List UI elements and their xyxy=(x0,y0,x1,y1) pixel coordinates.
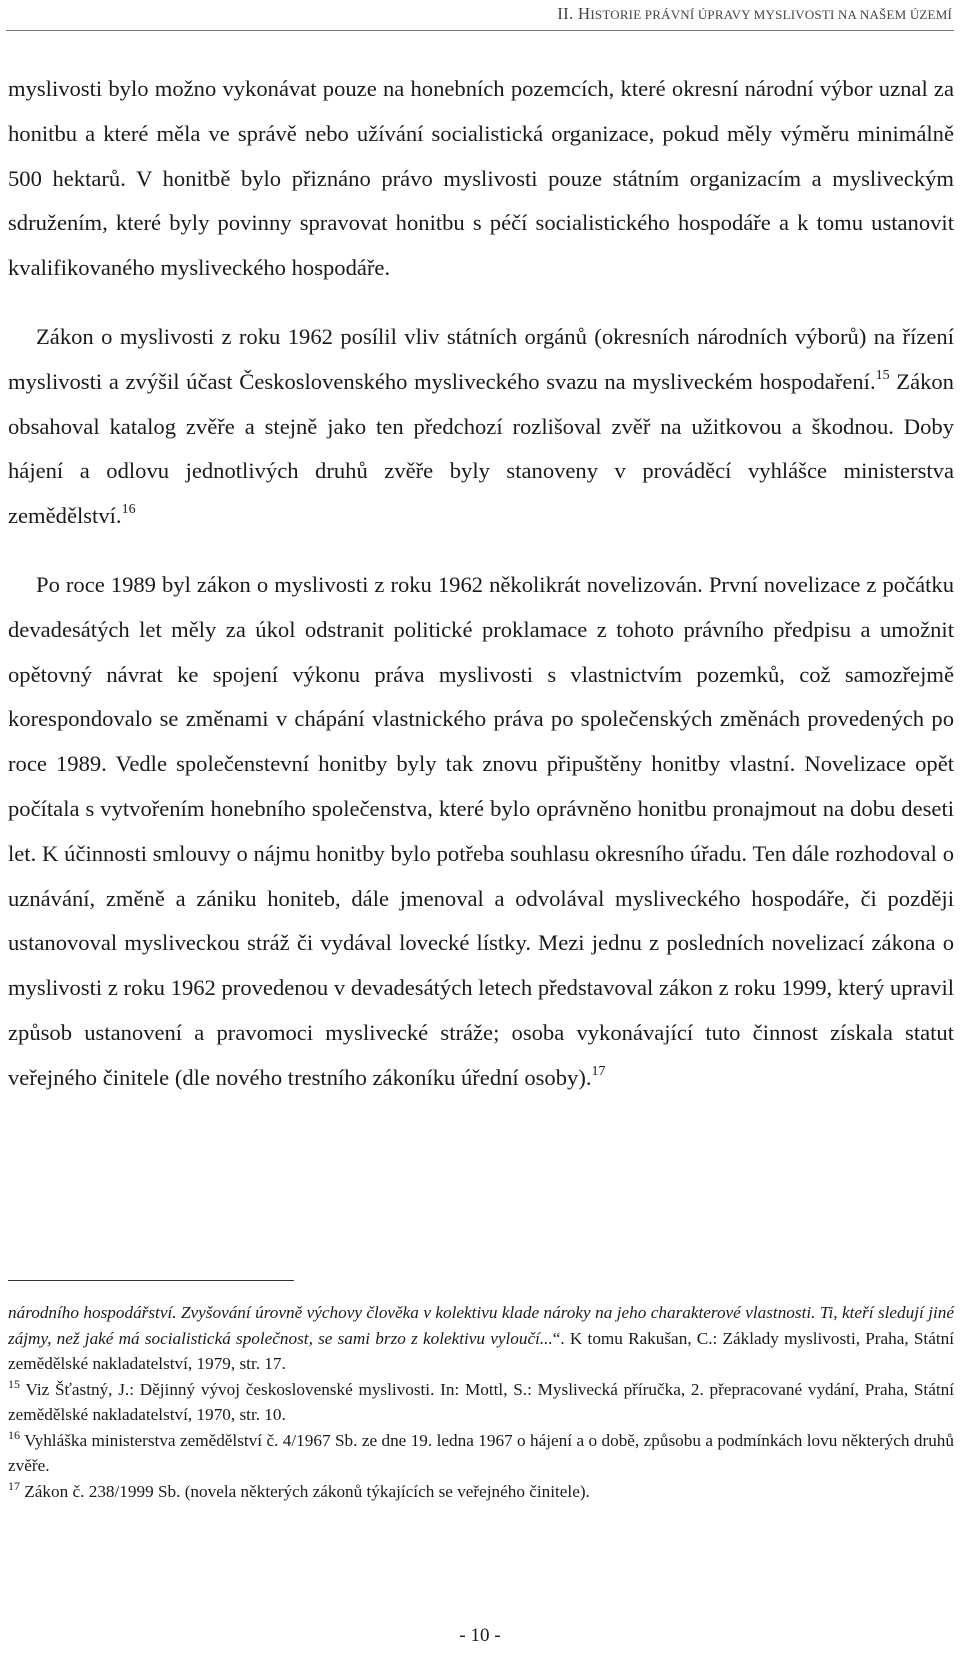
paragraph-2 xyxy=(8,315,954,539)
footnote-17 xyxy=(8,1479,954,1505)
paragraph-2-text-a: Zákon o myslivosti z roku 1962 posílil vliv státních orgánů (okresních národních výborů) na řízení myslivosti a zvýšil účast Československého mysliveckého svazu na mysliveckém hospodaření. xyxy=(8,323,954,394)
footnote-15 xyxy=(8,1377,954,1428)
footnote-ref-15[interactable]: 15 xyxy=(875,367,890,383)
footnote-16-text: Vyhláška ministerstva zemědělství č. 4/1967 Sb. ze dne 19. ledna 1967 o hájení a o době, způsobu a podmínkách lovu některých druhů zvěře. xyxy=(8,1430,954,1475)
header-rule xyxy=(6,30,954,31)
footnote-continuation-italic: národního hospodářství. Zvyšování úrovně výchovy člověka v kolektivu klade nároky na jeho charakterové vlastnosti. Ti, kteří sledují jiné zájmy, než jaké má socialistická společnost, se sami brzo z kolektivu vyloučí... xyxy=(8,1303,954,1348)
footnotes xyxy=(8,1300,954,1504)
paragraph-3-text: Po roce 1989 byl zákon o myslivosti z roku 1962 několikrát novelizován. První novelizace z počátku devadesátých let měly za úkol odstranit politické proklamace z tohoto právního předpisu a umožnit opětovný návrat ke spojení výkonu práva myslivosti s vlastnictvím pozemků, což samozřejmě korespondovalo se změnami v chápání vlastnického práva po společenských změnách provedených po roce 1989. Vedle společenstevní honitby byly tak znovu připuštěny honitby vlastní. Novelizace opět počítala s vytvořením honebního společenstva, které bylo oprávněno honitbu pronajmout na dobu deseti let. K účinnosti smlouvy o nájmu honitby bylo potřeba souhlasu okresního úřadu. Ten dále rozhodoval o uznávání, změně a zániku honiteb, dále jmenoval a odvolával mysliveckého hospodáře, či později ustanovoval mysliveckou stráž či vydával lovecké lístky. Mezi jednu z posledních novelizací zákona o myslivosti z roku 1962 provedenou v devadesátých letech představoval zákon z roku 1999, který upravil způsob ustanovení a pravomoci myslivecké stráže; osoba vykonávající tuto činnost získala statut veřejného činitele (dle nového trestního zákoníku úřední osoby). xyxy=(8,571,954,1090)
footnote-16 xyxy=(8,1428,954,1479)
page-number: - 10 - xyxy=(459,1625,501,1646)
footnote-separator xyxy=(8,1280,294,1281)
footnote-15-number: 15 xyxy=(8,1376,20,1391)
footnote-ref-17[interactable]: 17 xyxy=(591,1063,606,1079)
footnote-17-text: Zákon č. 238/1999 Sb. (novela některých zákonů týkajících se veřejného činitele). xyxy=(20,1481,590,1501)
main-text xyxy=(8,67,954,1101)
footnote-16-number: 16 xyxy=(8,1427,20,1442)
footnote-15-text: Viz Šťastný, J.: Dějinný vývoj československé myslivosti. In: Mottl, S.: Myslivecká příručka, 2. přepracované vydání, Praha, Státní zemědělské nakladatelství, 1970, str. 10. xyxy=(8,1379,954,1424)
running-header xyxy=(557,4,952,24)
running-header-initial: II. H xyxy=(557,4,591,23)
paragraph-1: myslivosti bylo možno vykonávat pouze na honebních pozemcích, které okresní národní výbor uznal za honitbu a které měla ve správě nebo užívání socialistická organizace, pokud měly výměru minimálně 500 hektarů. V honitbě bylo přiznáno právo myslivosti pouze státním organizacím a mysliveckým sdružením, které byly povinny spravovat honitbu s péčí socialistického hospodáře a k tomu ustanovit kvalifikovaného mysliveckého hospodáře. xyxy=(8,76,954,281)
paragraph-3 xyxy=(8,563,954,1101)
footnote-ref-16[interactable]: 16 xyxy=(121,502,136,518)
footnote-17-number: 17 xyxy=(8,1478,20,1493)
footnote-continuation xyxy=(8,1300,954,1377)
running-header-smallcaps: ISTORIE PRÁVNÍ ÚPRAVY MYSLIVOSTI NA NAŠEM ÚZEMÍ xyxy=(590,7,952,22)
footnote-continuation-rest: “. K tomu Rakušan, C.: Základy myslivosti, Praha, Státní zemědělské nakladatelství, 1979, str. 17. xyxy=(8,1328,954,1373)
paragraph-2-text-b: Zákon obsahoval katalog zvěře a stejně jako ten předchozí rozlišoval zvěř na užitkovou a škodnou. Doby hájení a odlovu jednotlivých druhů zvěře byly stanoveny v prováděcí vyhlášce ministerstva zemědělství. xyxy=(8,368,954,529)
